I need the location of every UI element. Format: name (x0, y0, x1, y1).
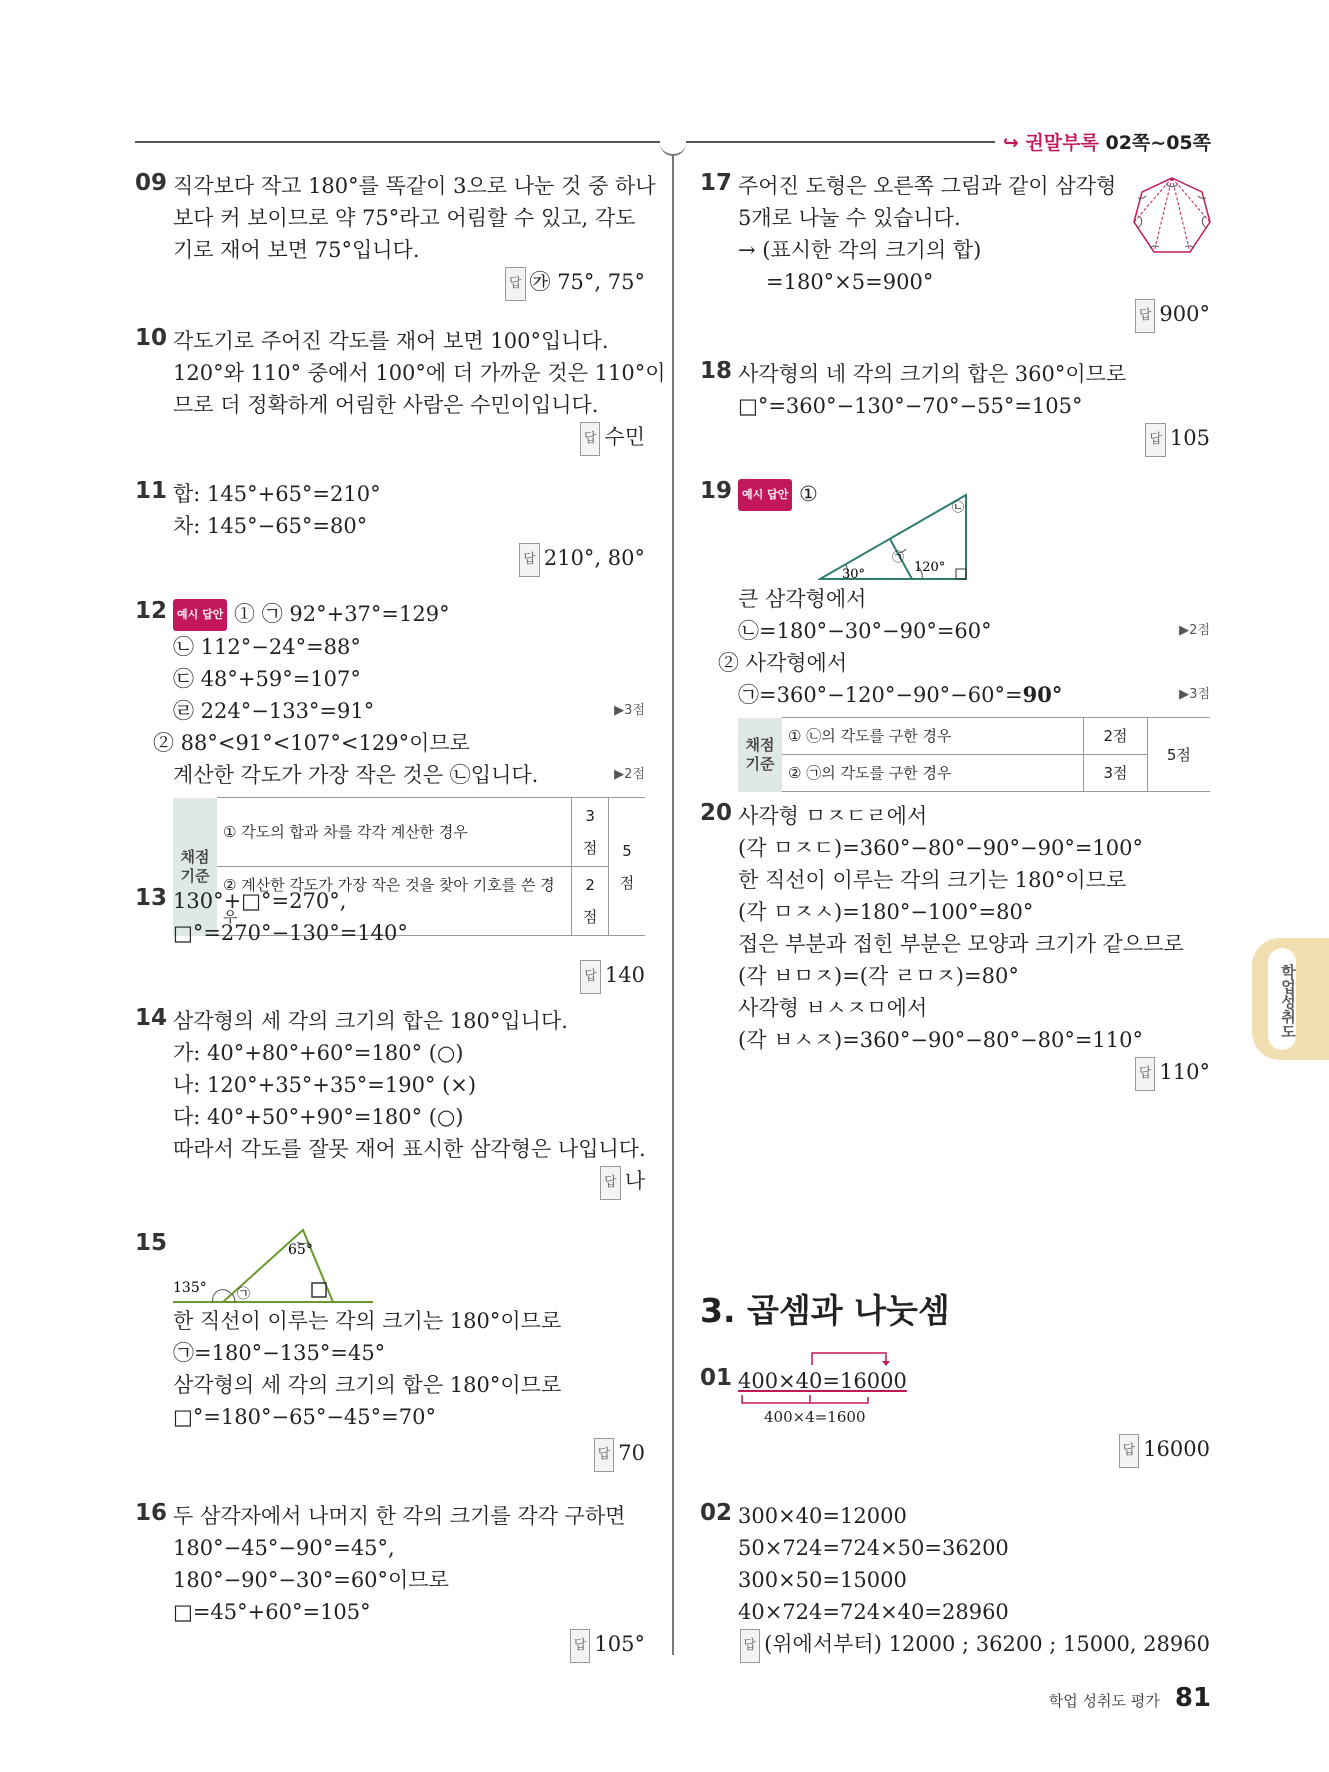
solution-line: 50×724=724×50=36200 (738, 1536, 1009, 1560)
solution-line: 5개로 나눌 수 있습니다. (738, 206, 961, 230)
example-answer-badge: 예시 답안 (738, 479, 792, 511)
answer-tag: 답 (1119, 1434, 1140, 1468)
solution-line: (각 ㅁㅈㅅ)=180°−100°=80° (738, 900, 1034, 924)
angle-label: 65° (288, 1242, 313, 1258)
answer (173, 1628, 645, 1663)
points-marker: ▶3점 (1179, 687, 1210, 702)
answer-value: 105° (594, 1632, 645, 1656)
problem-number: 09 (135, 170, 168, 196)
problem-number: 11 (135, 478, 168, 504)
solution-line: 삼각형의 세 각의 크기의 합은 180°입니다. (173, 1009, 568, 1033)
angle-label: 120° (914, 560, 946, 575)
grading-criterion: ② 계산한 각도가 가장 작은 것을 찾아 기호를 쓴 경우 (217, 867, 572, 936)
answer-value: 70 (618, 1441, 645, 1465)
appendix-reference (995, 128, 1211, 155)
column-divider-cap (660, 140, 686, 156)
heptagon-figure (1130, 176, 1214, 258)
solution-line: 180°−45°−90°=45°, (173, 1536, 395, 1560)
page-number: 81 (1174, 1683, 1211, 1713)
points-marker: ▶3점 (614, 703, 645, 718)
solution-line: (각 ㅁㅈㄷ)=360°−80°−90°−90°=100° (738, 836, 1144, 860)
grading-score: 2점 (572, 867, 609, 936)
problem-number: 20 (700, 800, 733, 826)
problem-number: 14 (135, 1005, 168, 1031)
answer (738, 298, 1210, 333)
answer (173, 959, 645, 994)
solution-line: (각 ㅂㅅㅈ)=360°−90°−80°−80°=110° (738, 1028, 1144, 1052)
points-marker: ▶2점 (1179, 623, 1210, 638)
problem-number: 13 (135, 885, 168, 911)
solution-line: 접은 부분과 접힌 부분은 모양과 크기가 같으므로 (738, 932, 1184, 956)
page-footer (1049, 1683, 1211, 1713)
problem-number: 10 (135, 325, 168, 351)
grading-head: 채점 기준 (173, 798, 217, 936)
grading-total: 5점 (609, 798, 645, 936)
answer (738, 422, 1210, 457)
answer (173, 266, 645, 301)
problem-number: 12 (135, 598, 168, 624)
answer-value: 16000 (1143, 1437, 1210, 1461)
answer (173, 1165, 645, 1200)
solution-line: (각 ㅂㅁㅈ)=(각 ㄹㅁㅈ)=80° (738, 964, 1019, 988)
solution-line: □=45°+60°=105° (173, 1600, 371, 1624)
solution-line: 한 직선이 이루는 각의 크기는 180°이므로 (738, 868, 1127, 892)
right-triangle-figure (818, 491, 968, 583)
answer (738, 1056, 1210, 1091)
grading-total: 5점 (1147, 718, 1210, 792)
answer (173, 542, 645, 577)
final-value: 90° (1022, 682, 1063, 707)
solution-line: 120°와 110° 중에서 100°에 더 가까운 것은 110°이 (173, 361, 666, 385)
grading-score: 3점 (572, 798, 609, 867)
problem-number: 02 (700, 1500, 733, 1526)
solution-line: 300×50=15000 (738, 1568, 907, 1592)
solution-line: 300×40=12000 (738, 1504, 907, 1528)
solution-line: ㉡=180°−30°−90°=60° (738, 619, 992, 643)
appendix-label: 권말부록 (1025, 132, 1099, 154)
answer-tag: 답 (519, 543, 540, 577)
solution-line: 180°−90°−30°=60°이므로 (173, 1568, 449, 1592)
return-arrow-icon: ↪ (1002, 132, 1019, 154)
answer-tag: 답 (1145, 423, 1166, 457)
solution-line: □°=360°−130°−70°−55°=105° (738, 394, 1083, 418)
grading-score: 3점 (1084, 755, 1148, 792)
points-marker: ▶2점 (614, 767, 645, 782)
section-side-tab (1252, 938, 1329, 1060)
solution-line: 삼각형의 세 각의 크기의 합은 180°이므로 (173, 1373, 562, 1397)
answer-tag: 답 (580, 960, 601, 994)
problem-number: 15 (135, 1230, 168, 1256)
solution-line: ㉠=360°−120°−90°−60°= (738, 683, 1023, 707)
answer (173, 421, 645, 456)
appendix-pages: 02쪽~05쪽 (1105, 132, 1211, 154)
solution-line: =180°×5=900° (766, 270, 934, 294)
solution-line: 한 직선이 이루는 각의 크기는 180°이므로 (173, 1309, 562, 1333)
triangle-figure (173, 1220, 373, 1305)
multiplication-expression: 400×40=16000 (738, 1369, 907, 1393)
column-divider (672, 150, 674, 1655)
angle-label: 135° (173, 1280, 207, 1296)
solution-line: 기로 재어 보면 75°입니다. (173, 238, 420, 262)
answer-tag: 답 (505, 267, 526, 301)
grading-criterion: ① ㉡의 각도를 구한 경우 (782, 718, 1084, 755)
solution-line: ② 88°<91°<107°<129°이므로 (153, 731, 470, 755)
partial-product: 400×4=1600 (764, 1408, 866, 1426)
solution-line: 130°+□°=270°, (173, 889, 347, 913)
solution-line: 합: 145°+65°=210° (173, 482, 381, 506)
problem-number: 16 (135, 1500, 168, 1526)
angle-label: ㉠ (892, 550, 905, 564)
grading-score: 2점 (1084, 718, 1148, 755)
problem-number: 19 (700, 478, 733, 504)
solution-line: □°=270°−130°=140° (173, 921, 408, 945)
solution-line: 직각보다 작고 180°를 똑같이 3으로 나눈 것 중 하나 (173, 174, 656, 198)
solution-line: 므로 더 정확하게 어림한 사람은 수민이입니다. (173, 393, 599, 417)
solution-line: 40×724=724×40=28960 (738, 1600, 1009, 1624)
example-answer-badge: 예시 답안 (173, 599, 227, 631)
footer-title: 학업 성취도 평가 (1048, 1692, 1160, 1710)
answer-tag: 답 (740, 1629, 761, 1663)
grading-criterion: ① 각도의 합과 차를 각각 계산한 경우 (217, 798, 572, 867)
solution-line: 주어진 도형은 오른쪽 그림과 같이 삼각형 (738, 174, 1117, 198)
answer-tag: 답 (1135, 299, 1156, 333)
grading-head: 채점 기준 (738, 718, 782, 792)
answer (738, 1433, 1210, 1468)
solution-line: → (표시한 각의 크기의 합) (738, 238, 982, 262)
solution-line: ㉢ 48°+59°=107° (173, 667, 361, 691)
solution-line: ㉣ 224°−133°=91° (173, 699, 375, 723)
angle-label: ㉠ (237, 1287, 251, 1302)
solution-line: 큰 삼각형에서 (738, 587, 867, 611)
answer (173, 1437, 645, 1472)
answer-tag: 답 (580, 422, 601, 456)
solution-line: 계산한 각도가 가장 작은 것은 ㉡입니다. (173, 763, 539, 787)
answer-value: 210°, 80° (543, 546, 645, 570)
answer-value: (위에서부터) 12000 ; 36200 ; 15000, 28960 (764, 1632, 1210, 1656)
answer-value: 110° (1159, 1060, 1210, 1084)
step-marker: ① (799, 482, 818, 506)
grading-criterion: ② ㉠의 각도를 구한 경우 (782, 755, 1084, 792)
carry-arrow-icon (778, 1351, 898, 1367)
answer-tag: 답 (594, 1438, 615, 1472)
solution-line: 보다 커 보이므로 약 75°라고 어림할 수 있고, 각도 (173, 206, 636, 230)
solution-line: ㉡ 112°−24°=88° (173, 635, 361, 659)
answer-value: 105 (1169, 426, 1210, 450)
solution-line: 가: 40°+80°+60°=180° (○) (173, 1041, 464, 1065)
solution-line: ㉠=180°−135°=45° (173, 1341, 386, 1365)
answer-value: 수민 (604, 425, 645, 449)
solution-line: 차: 145°−65°=80° (173, 514, 368, 538)
problem-number: 18 (700, 358, 733, 384)
angle-label: 30° (842, 567, 866, 582)
answer (738, 1628, 1210, 1663)
answer-value: 900° (1159, 302, 1210, 326)
solution-line: 두 삼각자에서 나머지 한 각의 크기를 각각 구하면 (173, 1504, 626, 1528)
section-title: 3. 곱셈과 나눗셈 (700, 1291, 950, 1330)
solution-line: ② 사각형에서 (718, 651, 848, 675)
solution-line: 나: 120°+35°+35°=190° (×) (173, 1073, 477, 1097)
answer-value: 나 (624, 1169, 645, 1193)
answer-value: 140 (604, 963, 645, 987)
partial-product-bracket-icon (738, 1395, 878, 1409)
solution-line: ① ㉠ 92°+37°=129° (234, 602, 450, 626)
answer-tag: 답 (570, 1629, 591, 1663)
solution-line: 각도기로 주어진 각도를 재어 보면 100°입니다. (173, 329, 609, 353)
solution-line: □°=180°−65°−45°=70° (173, 1405, 436, 1429)
problem-number: 17 (700, 170, 733, 196)
solution-line: 사각형의 네 각의 크기의 합은 360°이므로 (738, 362, 1127, 386)
solution-line: 사각형 ㅁㅈㄷㄹ에서 (738, 804, 928, 828)
solution-line: 다: 40°+50°+90°=180° (○) (173, 1105, 464, 1129)
answer-tag: 답 (1135, 1057, 1156, 1091)
grading-table (738, 717, 1210, 792)
answer-value: ㉮ 75°, 75° (529, 270, 645, 294)
solution-line: 따라서 각도를 잘못 재어 표시한 삼각형은 나입니다. (173, 1137, 646, 1161)
side-tab-label: 학업성취도 (1268, 948, 1296, 1050)
answer-tag: 답 (600, 1166, 621, 1200)
problem-number: 01 (700, 1365, 733, 1391)
angle-label: ㉡ (952, 500, 965, 514)
solution-line: 사각형 ㅂㅅㅈㅁ에서 (738, 996, 928, 1020)
